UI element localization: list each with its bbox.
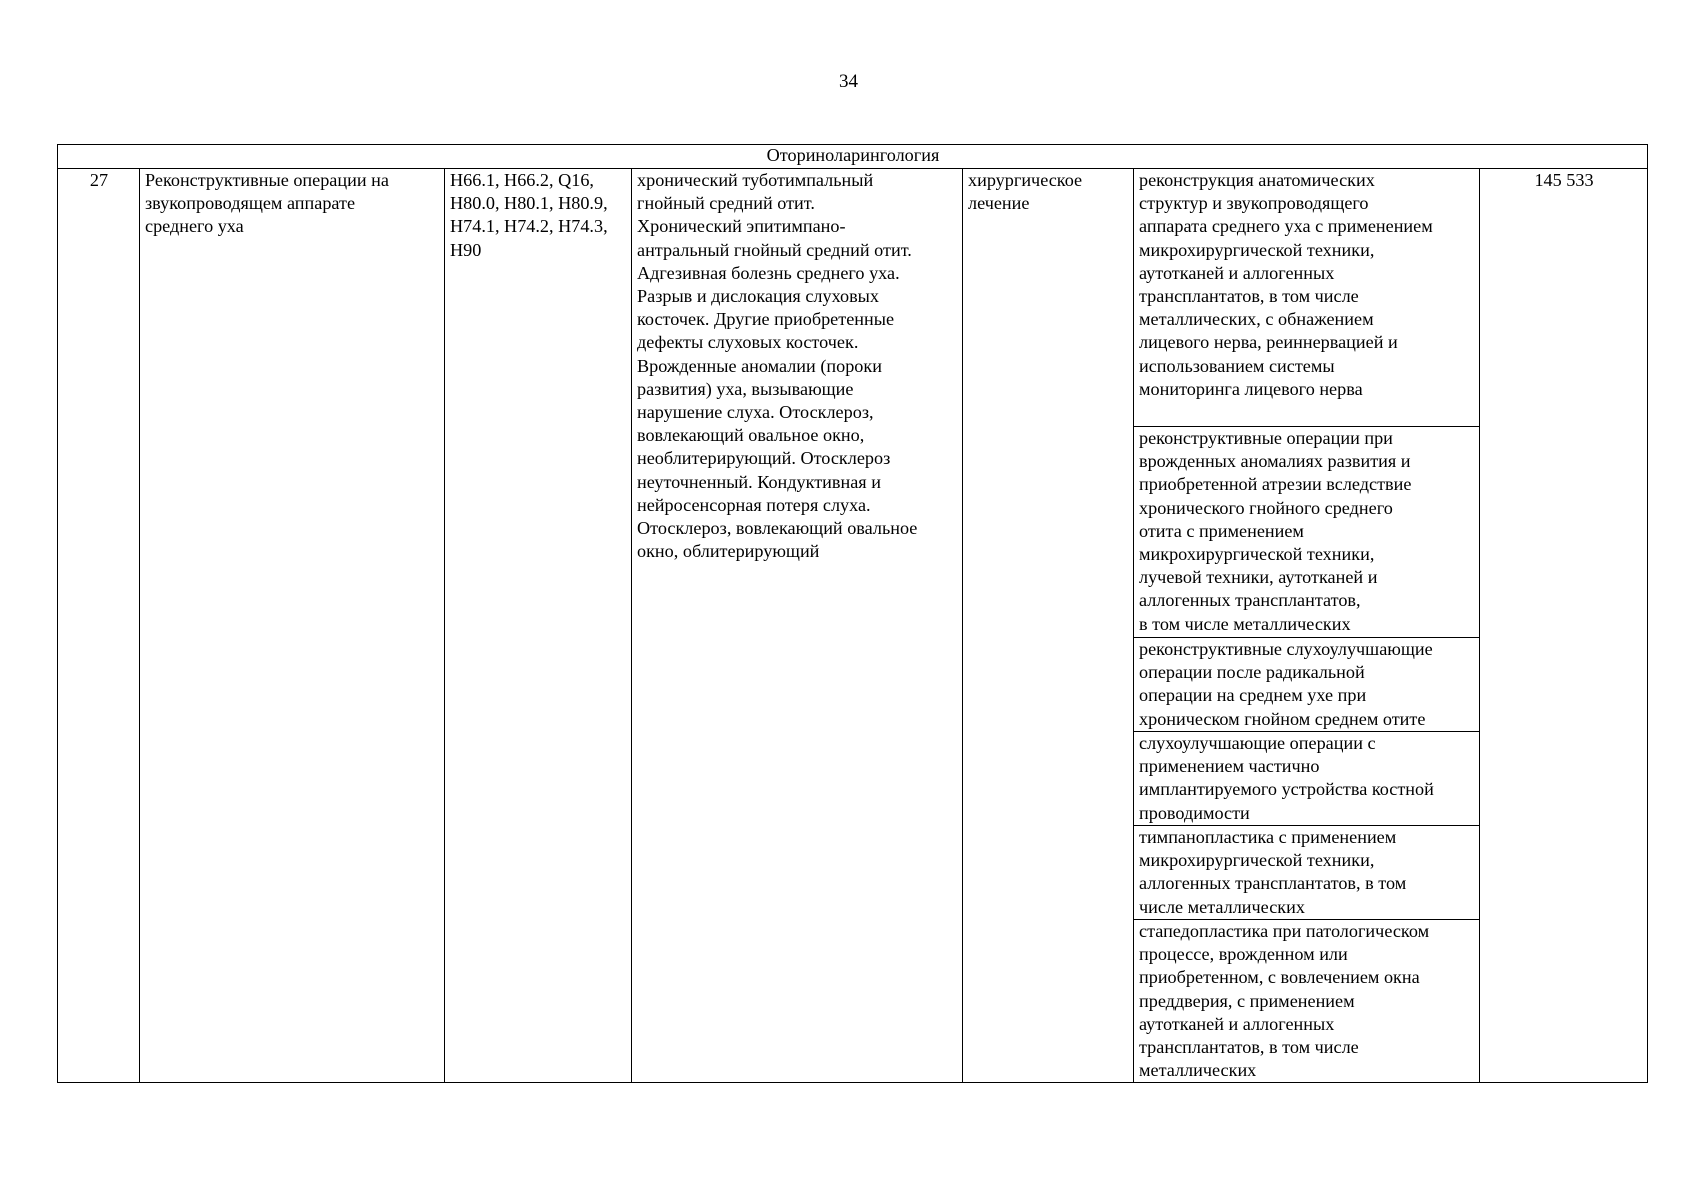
method-line: врожденных аномалиях развития и bbox=[1139, 451, 1411, 472]
method-line: трансплантатов, в том числе bbox=[1139, 286, 1359, 307]
row-number: 27 bbox=[58, 169, 140, 1083]
section-title: Оториноларингология bbox=[58, 145, 1648, 169]
icd-codes-line: H66.1, H66.2, Q16, bbox=[450, 170, 594, 190]
method-line: операции на среднем ухе при bbox=[1139, 685, 1367, 706]
procedure-name-cell bbox=[140, 169, 445, 1083]
method-line: реконструкция анатомических bbox=[1139, 170, 1375, 190]
diagnosis-line: антральный гнойный средний отит. bbox=[637, 239, 912, 260]
method-line: операции после радикальной bbox=[1139, 662, 1365, 683]
method-line: хронического гнойного среднего bbox=[1139, 497, 1393, 518]
method-line: аппарата среднего уха с применением bbox=[1139, 216, 1433, 237]
method-line: процессе, врожденном или bbox=[1139, 944, 1348, 965]
diagnosis-line: Разрыв и дислокация слуховых bbox=[637, 286, 879, 307]
diagnosis-line: хронический туботимпальный bbox=[637, 170, 874, 190]
treatment-method-item bbox=[1134, 169, 1479, 427]
treatment-method-item bbox=[1134, 732, 1479, 826]
table-row bbox=[58, 169, 1648, 1083]
diagnosis-line: Отосклероз, вовлекающий овальное bbox=[637, 518, 918, 539]
diagnosis-line: окно, облитерирующий bbox=[637, 541, 820, 562]
method-line: стапедопластика при патологическом bbox=[1139, 921, 1430, 941]
method-line: металлических bbox=[1139, 1060, 1257, 1081]
icd-codes-line: H80.0, H80.1, H80.9, bbox=[450, 193, 608, 214]
diagnosis-line: неуточненный. Кондуктивная и bbox=[637, 471, 881, 492]
diagnosis-cell bbox=[632, 169, 963, 1083]
method-line: аутотканей и аллогенных bbox=[1139, 1013, 1335, 1034]
method-line: проводимости bbox=[1139, 802, 1250, 823]
cost-cell: 145 533 bbox=[1480, 169, 1648, 1083]
care-table bbox=[57, 144, 1648, 1083]
treatment-method-item bbox=[1134, 427, 1479, 638]
treatment-type-cell bbox=[963, 169, 1134, 1083]
method-line: применением частично bbox=[1139, 756, 1320, 777]
diagnosis-line: развития) уха, вызывающие bbox=[637, 378, 854, 399]
method-line: использованием системы bbox=[1139, 355, 1335, 376]
treatment-type-line: лечение bbox=[968, 193, 1030, 214]
diagnosis-line: косточек. Другие приобретенные bbox=[637, 309, 895, 330]
treatment-method-item bbox=[1134, 920, 1479, 1082]
method-line: слухоулучшающие операции с bbox=[1139, 733, 1376, 753]
method-line: хроническом гнойном среднем отите bbox=[1139, 708, 1426, 729]
diagnosis-line: Адгезивная болезнь среднего уха. bbox=[637, 262, 900, 283]
treatment-method-item bbox=[1134, 638, 1479, 732]
method-line: аллогенных трансплантатов, bbox=[1139, 590, 1361, 611]
diagnosis-line: Хронический эпитимпано- bbox=[637, 216, 846, 237]
diagnosis-line: необлитерирующий. Отосклероз bbox=[637, 448, 891, 469]
diagnosis-line: Врожденные аномалии (пороки bbox=[637, 355, 882, 376]
method-line: отита с применением bbox=[1139, 520, 1304, 541]
treatment-methods-cell bbox=[1134, 169, 1480, 1083]
icd-codes-line: H90 bbox=[450, 239, 482, 260]
procedure-name-line: среднего уха bbox=[145, 216, 244, 237]
treatment-method-item bbox=[1134, 826, 1479, 920]
method-line: трансплантатов, в том числе bbox=[1139, 1037, 1359, 1058]
treatment-type-line: хирургическое bbox=[968, 170, 1083, 190]
method-line: лучевой техники, аутотканей и bbox=[1139, 567, 1378, 588]
method-line: тимпанопластика с применением bbox=[1139, 827, 1397, 847]
method-line: реконструктивные операции при bbox=[1139, 428, 1393, 448]
diagnosis-line: дефекты слуховых косточек. bbox=[637, 332, 859, 353]
diagnosis-line: вовлекающий овальное окно, bbox=[637, 425, 865, 446]
method-line: приобретенном, с вовлечением окна bbox=[1139, 967, 1420, 988]
method-line: числе металлических bbox=[1139, 896, 1305, 917]
page-number: 34 bbox=[839, 71, 858, 92]
method-line: аллогенных трансплантатов, в том bbox=[1139, 873, 1407, 894]
section-header-row bbox=[58, 145, 1648, 169]
method-line: лицевого нерва, реиннервацией и bbox=[1139, 332, 1398, 353]
procedure-name-line: Реконструктивные операции на bbox=[145, 170, 389, 190]
icd-codes-cell bbox=[445, 169, 632, 1083]
method-line: имплантируемого устройства костной bbox=[1139, 779, 1434, 800]
diagnosis-line: гнойный средний отит. bbox=[637, 193, 815, 214]
method-line: преддверия, с применением bbox=[1139, 990, 1355, 1011]
method-line: структур и звукопроводящего bbox=[1139, 193, 1369, 214]
procedure-name-line: звукопроводящем аппарате bbox=[145, 193, 356, 214]
icd-codes-line: H74.1, H74.2, H74.3, bbox=[450, 216, 608, 237]
method-line: микрохирургической техники, bbox=[1139, 544, 1375, 565]
method-line: металлических, с обнажением bbox=[1139, 309, 1374, 330]
method-line: микрохирургической техники, bbox=[1139, 850, 1375, 871]
diagnosis-line: нарушение слуха. Отосклероз, bbox=[637, 402, 874, 423]
method-line: аутотканей и аллогенных bbox=[1139, 262, 1335, 283]
method-line: приобретенной атрезии вследствие bbox=[1139, 474, 1412, 495]
diagnosis-line: нейросенсорная потеря слуха. bbox=[637, 494, 871, 515]
method-line: мониторинга лицевого нерва bbox=[1139, 378, 1363, 399]
method-line: реконструктивные слухоулучшающие bbox=[1139, 639, 1433, 659]
method-line: в том числе металлических bbox=[1139, 613, 1351, 634]
method-line: микрохирургической техники, bbox=[1139, 239, 1375, 260]
